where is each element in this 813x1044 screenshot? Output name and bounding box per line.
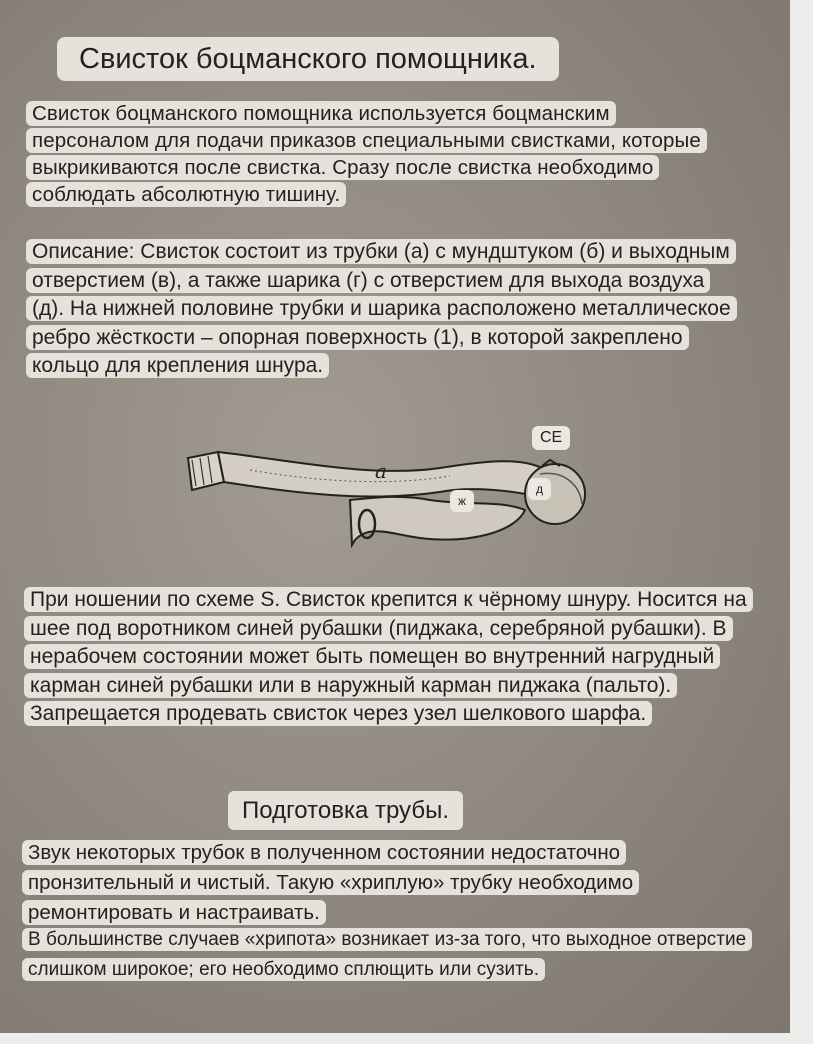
figure-label-zh: ж: [450, 490, 474, 512]
figure-label-ce: CE: [532, 426, 570, 450]
whistle-illustration: [170, 420, 610, 560]
prep-paragraph-2: [22, 925, 762, 985]
prep-text-1: Звук некоторых трубок в полученном состоянии недостаточно пронзительный и чистый. Такую «хриплую» трубку необходимо ремонтировать и настраивать.: [22, 840, 639, 925]
wearing-text: При ношении по схеме S. Свисток крепится к чёрному шнуру. Носится на шее под воротником синей рубашки (пиджака, серебряной рубашки). В нерабочем состоянии может быть помещен во внутренний нагрудный карман синей рубашки или в наружный карман пиджака (пальто). Запрещается продевать свисток через узел шелкового шарфа.: [24, 587, 753, 726]
handwritten-a: a: [375, 459, 387, 483]
section-heading: [228, 790, 568, 832]
document-title: [57, 34, 697, 84]
wearing-paragraph: [24, 586, 754, 729]
title-text: Свисток боцманского помощника.: [57, 37, 559, 81]
description-paragraph: [26, 238, 736, 381]
intro-text: Свисток боцманского помощника используется боцманским персоналом для подачи приказов специальными свистками, которые выкрикиваются после свистка. Сразу после свистка необходимо соблюдать абсолютную тишину.: [26, 101, 707, 207]
figure-label-d: д: [528, 478, 551, 500]
prep-paragraph-1: [22, 838, 762, 928]
intro-paragraph: [26, 100, 726, 208]
bottom-margin: [0, 1033, 790, 1044]
description-text: Описание: Свисток состоит из трубки (а) с мундштуком (б) и выходным отверстием (в), а также шарика (г) с отверстием для выхода воздуха (д). На нижней половине трубки и шарика расположено металлическое ребро жёсткости – опорная поверхность (1), в которой закреплено кольцо для крепления шнура.: [26, 239, 737, 378]
right-margin: [790, 0, 813, 1044]
prep-text-2: В большинстве случаев «хрипота» возникает из-за того, что выходное отверстие слишком широкое; его необходимо сплющить или сузить.: [22, 928, 752, 981]
section-heading-text: Подготовка трубы.: [228, 791, 463, 830]
